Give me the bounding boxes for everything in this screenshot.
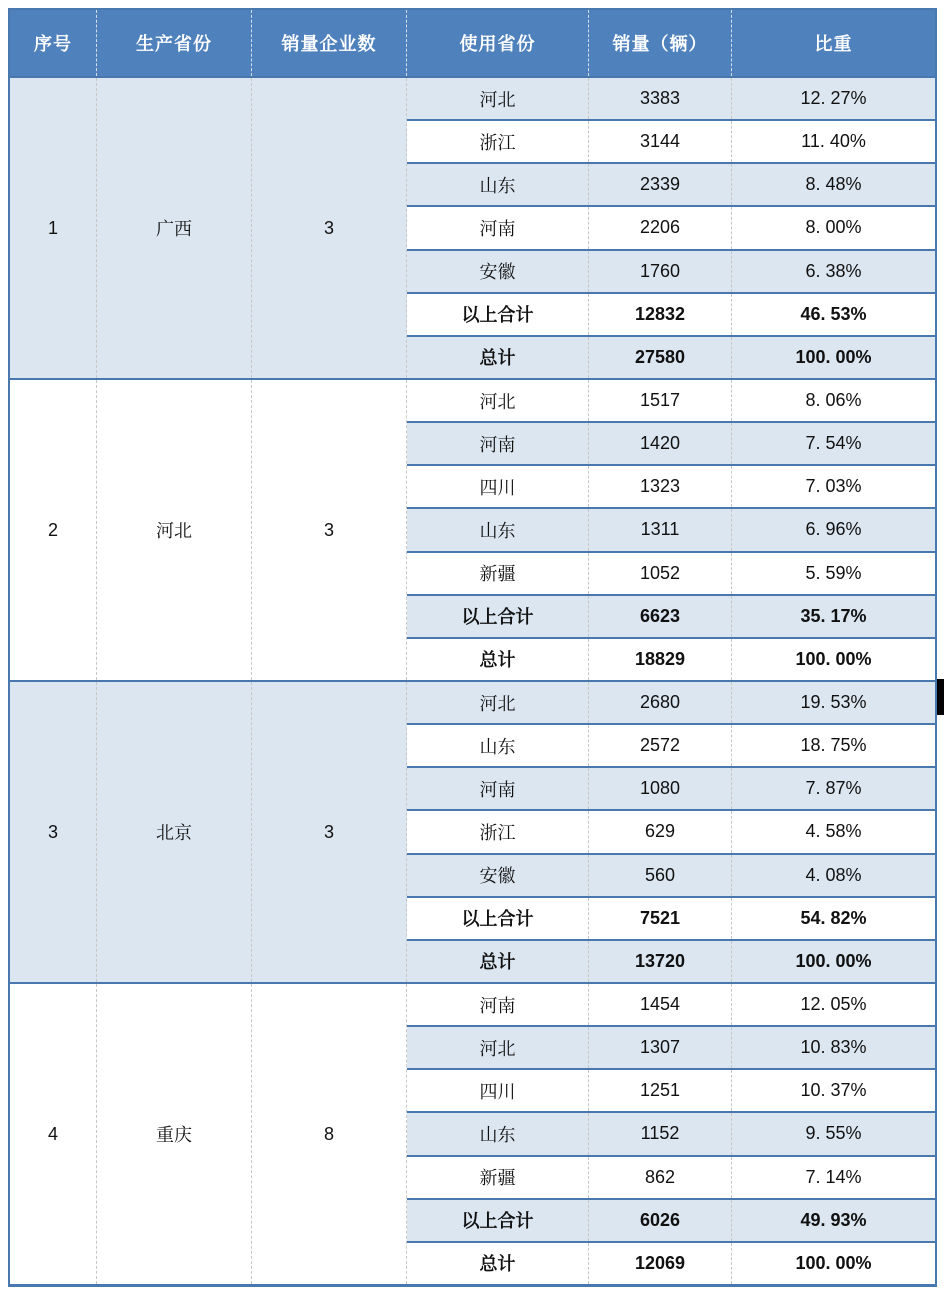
- province-group-3: [10, 680, 935, 982]
- sales-cell: 12832: [589, 294, 732, 335]
- sales-table: [8, 8, 937, 1287]
- share-cell: 46. 53%: [800, 303, 867, 324]
- usage-province-cell: 四川: [407, 1070, 589, 1111]
- sales-cell: 1760: [589, 251, 732, 292]
- sales-cell: 1052: [589, 553, 732, 594]
- sales-cell: 1420: [589, 423, 732, 464]
- share-cell: 8. 06%: [805, 390, 862, 411]
- enterprise-count-cell: 3: [252, 380, 407, 680]
- usage-province-cell: 河北: [407, 1027, 589, 1068]
- summary-row: [407, 594, 935, 637]
- usage-province-cell: 河北: [407, 380, 589, 421]
- sales-cell: 27580: [589, 337, 732, 378]
- sales-cell: 6623: [589, 596, 732, 637]
- sales-cell: 1454: [589, 984, 732, 1025]
- group-index-cell: 4: [10, 984, 97, 1284]
- usage-row: [407, 1111, 935, 1154]
- usage-row: [407, 464, 935, 507]
- usage-province-cell: 河南: [407, 423, 589, 464]
- usage-province-cell: 安徽: [407, 251, 589, 292]
- usage-province-cell: 总计: [407, 941, 589, 982]
- usage-province-cell: 山东: [407, 164, 589, 205]
- summary-row: [407, 335, 935, 378]
- share-cell: 10. 83%: [800, 1037, 867, 1058]
- group-index-cell: 1: [10, 78, 97, 378]
- summary-row: [407, 637, 935, 680]
- header-enterprise-count: 销量企业数: [252, 10, 407, 76]
- usage-province-cell: 河北: [407, 78, 589, 119]
- usage-row: [407, 766, 935, 809]
- table-header-row: [10, 10, 935, 76]
- summary-row: [407, 292, 935, 335]
- sales-cell: 3144: [589, 121, 732, 162]
- usage-province-cell: 河北: [407, 682, 589, 723]
- usage-province-cell: 以上合计: [407, 294, 589, 335]
- usage-row: [407, 984, 935, 1025]
- text-cursor-artifact: [937, 679, 944, 715]
- usage-row: [407, 1068, 935, 1111]
- production-province-cell: 重庆: [97, 984, 252, 1284]
- usage-province-cell: 山东: [407, 509, 589, 550]
- enterprise-count-cell: 3: [252, 682, 407, 982]
- share-cell: 7. 03%: [805, 476, 862, 497]
- usage-row: [407, 551, 935, 594]
- header-sales: 销量（辆）: [589, 10, 732, 76]
- share-cell: 100. 00%: [795, 346, 872, 367]
- enterprise-count-cell: 8: [252, 984, 407, 1284]
- share-cell: 12. 05%: [800, 994, 867, 1015]
- usage-province-cell: 山东: [407, 725, 589, 766]
- share-cell: 7. 87%: [805, 778, 862, 799]
- sales-cell: 629: [589, 811, 732, 852]
- share-cell: 54. 82%: [800, 907, 867, 928]
- sales-cell: 1251: [589, 1070, 732, 1111]
- usage-row: [407, 682, 935, 723]
- summary-row: [407, 1241, 935, 1284]
- usage-province-cell: 总计: [407, 1243, 589, 1284]
- share-cell: 9. 55%: [805, 1123, 862, 1144]
- usage-province-cell: 以上合计: [407, 898, 589, 939]
- usage-row: [407, 1025, 935, 1068]
- sales-cell: 862: [589, 1157, 732, 1198]
- sales-cell: 2206: [589, 207, 732, 248]
- summary-row: [407, 939, 935, 982]
- usage-row: [407, 205, 935, 248]
- usage-row: [407, 723, 935, 766]
- usage-province-cell: 新疆: [407, 1157, 589, 1198]
- sales-cell: 2572: [589, 725, 732, 766]
- usage-province-cell: 浙江: [407, 811, 589, 852]
- usage-province-cell: 以上合计: [407, 1200, 589, 1241]
- share-cell: 5. 59%: [805, 562, 862, 583]
- sales-cell: 12069: [589, 1243, 732, 1284]
- sales-cell: 1311: [589, 509, 732, 550]
- usage-row: [407, 809, 935, 852]
- production-province-cell: 河北: [97, 380, 252, 680]
- usage-province-cell: 河南: [407, 768, 589, 809]
- usage-row: [407, 507, 935, 550]
- province-group-4: [10, 982, 935, 1284]
- header-share: 比重: [814, 34, 853, 54]
- header-index: 序号: [10, 10, 97, 76]
- share-cell: 11. 40%: [801, 131, 866, 152]
- header-production-province: 生产省份: [97, 10, 252, 76]
- usage-rows: [407, 78, 935, 378]
- usage-rows: [407, 984, 935, 1284]
- usage-row: [407, 421, 935, 464]
- share-cell: 4. 08%: [805, 864, 862, 885]
- share-cell: 6. 38%: [805, 260, 862, 281]
- usage-province-cell: 新疆: [407, 553, 589, 594]
- share-cell: 19. 53%: [800, 692, 867, 713]
- usage-province-cell: 总计: [407, 639, 589, 680]
- usage-row: [407, 1155, 935, 1198]
- summary-row: [407, 1198, 935, 1241]
- usage-row: [407, 249, 935, 292]
- sales-cell: 2680: [589, 682, 732, 723]
- share-cell: 35. 17%: [800, 605, 867, 626]
- table-body: [10, 76, 935, 1284]
- usage-row: [407, 78, 935, 119]
- sales-cell: 1152: [589, 1113, 732, 1154]
- usage-row: [407, 162, 935, 205]
- share-cell: 4. 58%: [805, 821, 862, 842]
- sales-cell: 13720: [589, 941, 732, 982]
- usage-province-cell: 浙江: [407, 121, 589, 162]
- share-cell: 18. 75%: [800, 735, 867, 756]
- group-index-cell: 2: [10, 380, 97, 680]
- sales-cell: 7521: [589, 898, 732, 939]
- summary-row: [407, 896, 935, 939]
- usage-province-cell: 山东: [407, 1113, 589, 1154]
- usage-province-cell: 四川: [407, 466, 589, 507]
- sales-cell: 3383: [589, 78, 732, 119]
- sales-cell: 18829: [589, 639, 732, 680]
- share-cell: 10. 37%: [800, 1080, 867, 1101]
- enterprise-count-cell: 3: [252, 78, 407, 378]
- share-cell: 12. 27%: [800, 88, 867, 109]
- province-group-1: [10, 76, 935, 378]
- share-cell: 8. 00%: [805, 217, 862, 238]
- usage-rows: [407, 380, 935, 680]
- sales-cell: 2339: [589, 164, 732, 205]
- usage-province-cell: 安徽: [407, 855, 589, 896]
- share-cell: 100. 00%: [795, 1252, 872, 1273]
- usage-row: [407, 853, 935, 896]
- header-usage-province: 使用省份: [407, 10, 589, 76]
- share-cell: 6. 96%: [805, 519, 862, 540]
- usage-province-cell: 总计: [407, 337, 589, 378]
- production-province-cell: 广西: [97, 78, 252, 378]
- usage-province-cell: 以上合计: [407, 596, 589, 637]
- usage-province-cell: 河南: [407, 207, 589, 248]
- sales-cell: 1323: [589, 466, 732, 507]
- province-group-2: [10, 378, 935, 680]
- production-province-cell: 北京: [97, 682, 252, 982]
- share-cell: 100. 00%: [795, 950, 872, 971]
- share-cell: 8. 48%: [805, 174, 862, 195]
- group-index-cell: 3: [10, 682, 97, 982]
- share-cell: 7. 14%: [805, 1166, 862, 1187]
- usage-province-cell: 河南: [407, 984, 589, 1025]
- usage-row: [407, 119, 935, 162]
- share-cell: 7. 54%: [805, 433, 862, 454]
- sales-cell: 6026: [589, 1200, 732, 1241]
- usage-rows: [407, 682, 935, 982]
- sales-cell: 560: [589, 855, 732, 896]
- share-cell: 100. 00%: [795, 648, 872, 669]
- usage-row: [407, 380, 935, 421]
- sales-cell: 1307: [589, 1027, 732, 1068]
- sales-cell: 1517: [589, 380, 732, 421]
- share-cell: 49. 93%: [800, 1209, 867, 1230]
- sales-cell: 1080: [589, 768, 732, 809]
